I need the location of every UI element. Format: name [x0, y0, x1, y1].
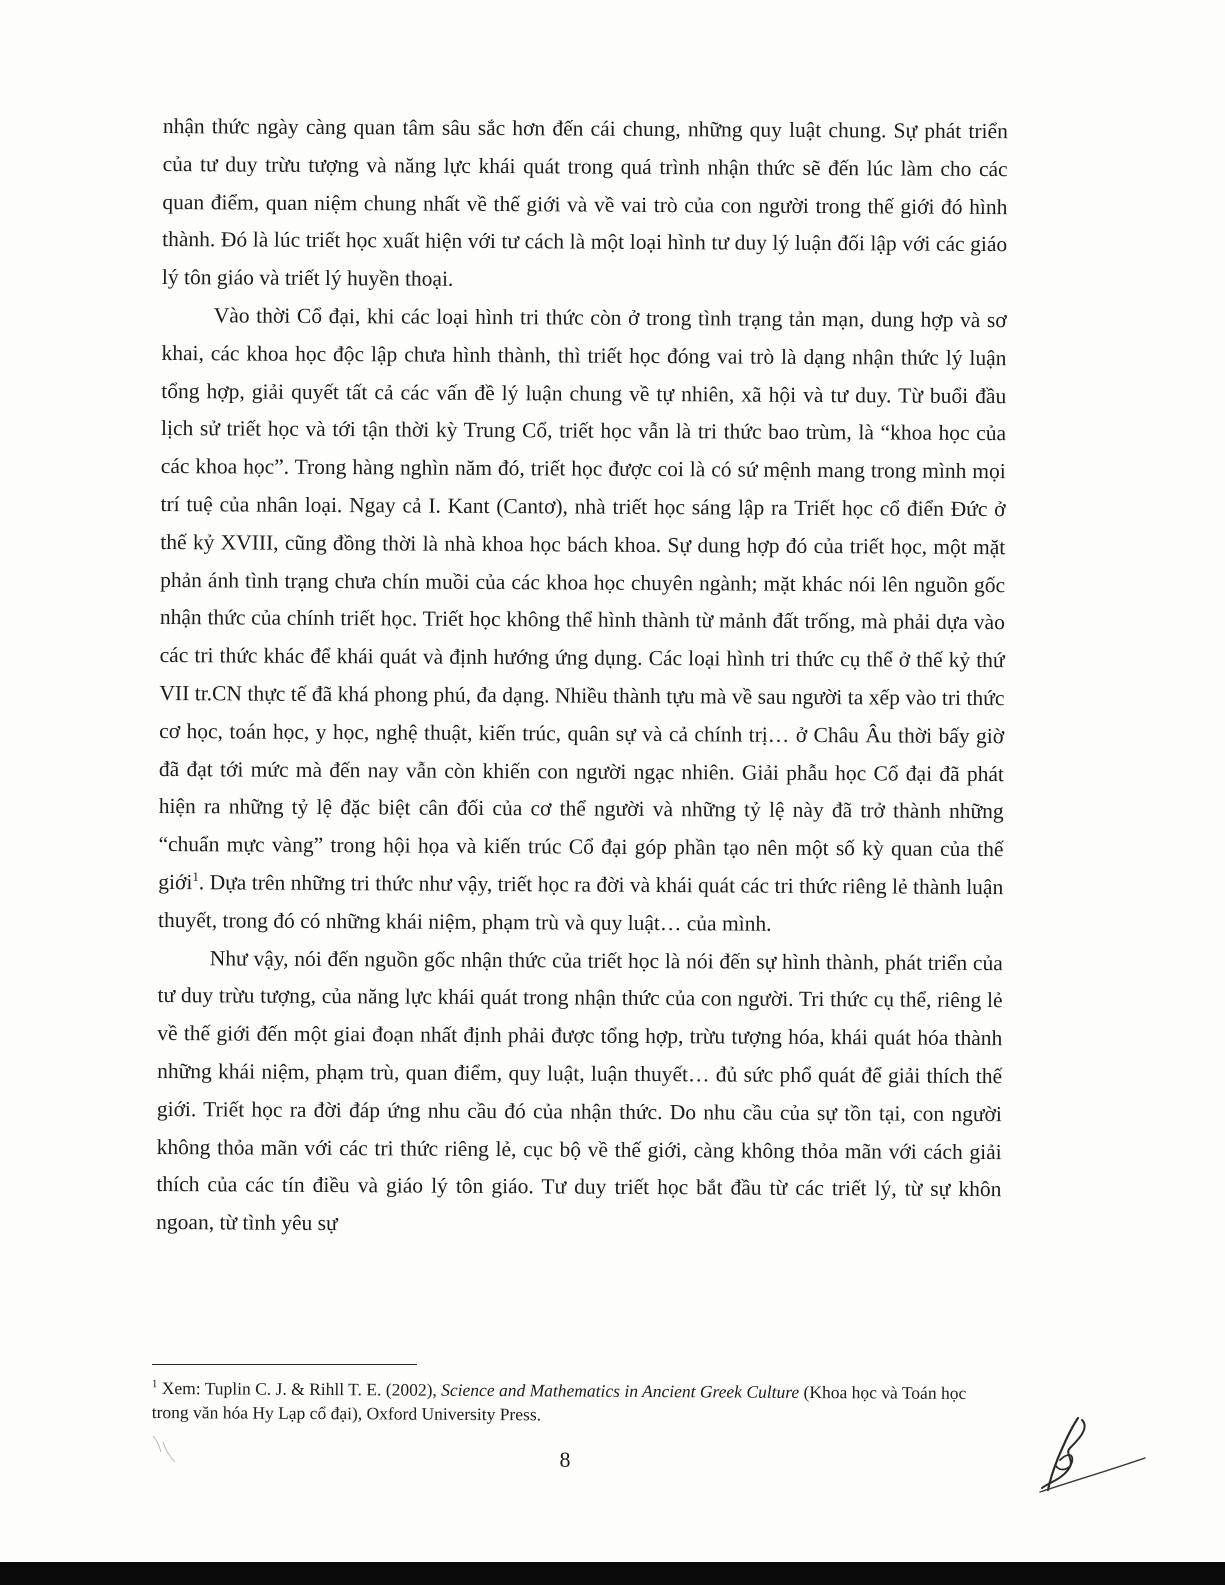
footnote-lead: Xem: Tuplin C. J. & Rihll T. E. (2002),: [157, 1378, 442, 1400]
paragraph-3: Như vậy, nói đến nguồn gốc nhận thức của triết học là nói đến sự hình thành, phát triển của tư duy trừu tượng, của năng lực khái quát trong nhận thức của con người. Tri thức cụ thể, riêng lẻ về thế giới đến một giai đoạn nhất định phải được tổng hợp, trừu tượng hóa, khái quát hóa thành những khái niệm, phạm trù, quan điểm, quy luật, luận thuyết… đủ sức phổ quát để giải thích thế giới. Triết học ra đời đáp ứng nhu cầu đó của nhận thức. Do nhu cầu của sự tồn tại, con người không thỏa mãn với các tri thức riêng lẻ, cục bộ về thế giới, càng không thỏa mãn với cách giải thích của các tín điều và giáo lý tôn giáo. Tư duy triết học bắt đầu từ các triết lý, từ sự khôn ngoan, từ tình yêu sự: [156, 945, 1003, 1236]
paragraph-2-continuation: . Dựa trên những tri thức như vậy, triết học ra đời và khái quát các tri thức riêng lẻ thành luận thuyết, trong đó có những khái niệm, phạm trù và quy luật… của mình.: [157, 870, 1004, 936]
paragraph-2-text: Vào thời Cổ đại, khi các loại hình tri thức còn ở trong tình trạng tản mạn, dung hợp và sơ khai, các khoa học độc lập chưa hình thành, thì triết học đóng vai trò là dạng nhận thức lý luận tổng hợp, giải quyết tất cả các vấn đề lý luận chung về tự nhiên, xã hội và tư duy. Từ buổi đầu lịch sử triết học và tới tận thời kỳ Trung Cổ, triết học vẫn là tri thức bao trùm, là “khoa học của các khoa học”. Trong hàng nghìn năm đó, triết học được coi là có sứ mệnh mang trong mình mọi trí tuệ của nhân loại. Ngay cả I. Kant (Cantơ), nhà triết học sáng lập ra Triết học cổ điển Đức ở thế kỷ XVIII, cũng đồng thời là nhà khoa học bách khoa. Sự dung hợp đó của triết học, một mặt phản ánh tình trạng chưa chín muồi của các khoa học chuyên ngành; mặt khác nói lên nguồn gốc nhận thức của chính triết học. Triết học không thể hình thành từ mảnh đất trống, mà phải dựa vào các tri thức khác để khái quát và định hướng ứng dụng. Các loại hình tri thức cụ thể ở thế kỷ thứ VII tr.CN thực tế đã khá phong phú, đa dạng. Nhiều thành tựu mà về sau người ta xếp vào tri thức cơ học, toán học, y học, nghệ thuật, kiến trúc, quân sự và cả chính trị… ở Châu Âu thời bấy giờ đã đạt tới mức mà đến nay vẫn còn khiến con người ngạc nhiên. Giải phẫu học Cổ đại đã phát hiện ra những tỷ lệ đặc biệt cân đối của cơ thể người và những tỷ lệ này đã trở thành những “chuẩn mực vàng” trong hội họa và kiến trúc Cổ đại góp phần tạo nên một số kỳ quan của thế giới: [158, 303, 1007, 895]
page-number: 8: [559, 1447, 571, 1472]
body-text: [156, 108, 1008, 1247]
footnote-marker: 1: [151, 1378, 158, 1391]
footnote-title: Science and Mathematics in Ancient Greek Culture: [441, 1379, 800, 1402]
scan-smudge-icon: [145, 1430, 185, 1470]
handwritten-signature-icon: [1020, 1410, 1150, 1500]
footnote: [152, 1376, 972, 1429]
footnote-separator: [152, 1364, 417, 1365]
footnote-reference[interactable]: 1: [192, 868, 199, 885]
paragraph-2: [158, 297, 1007, 945]
footnote-tail: (Khoa học và Toán học trong văn hóa Hy Lạp cổ đại), Oxford University Press.: [151, 1381, 967, 1425]
scan-bottom-edge: [0, 1562, 1225, 1585]
paragraph-1: nhận thức ngày càng quan tâm sâu sắc hơn đến cái chung, những quy luật chung. Sự phát triển của tư duy trừu tượng và năng lực khái quát trong quá trình nhận thức sẽ đến lúc làm cho các quan điểm, quan niệm chung nhất về thế giới và về vai trò của con người trong thế giới đó hình thành. Đó là lúc triết học xuất hiện với tư cách là một loại hình tư duy lý luận đối lập với các giáo lý tôn giáo và triết lý huyền thoại.: [161, 113, 1008, 291]
